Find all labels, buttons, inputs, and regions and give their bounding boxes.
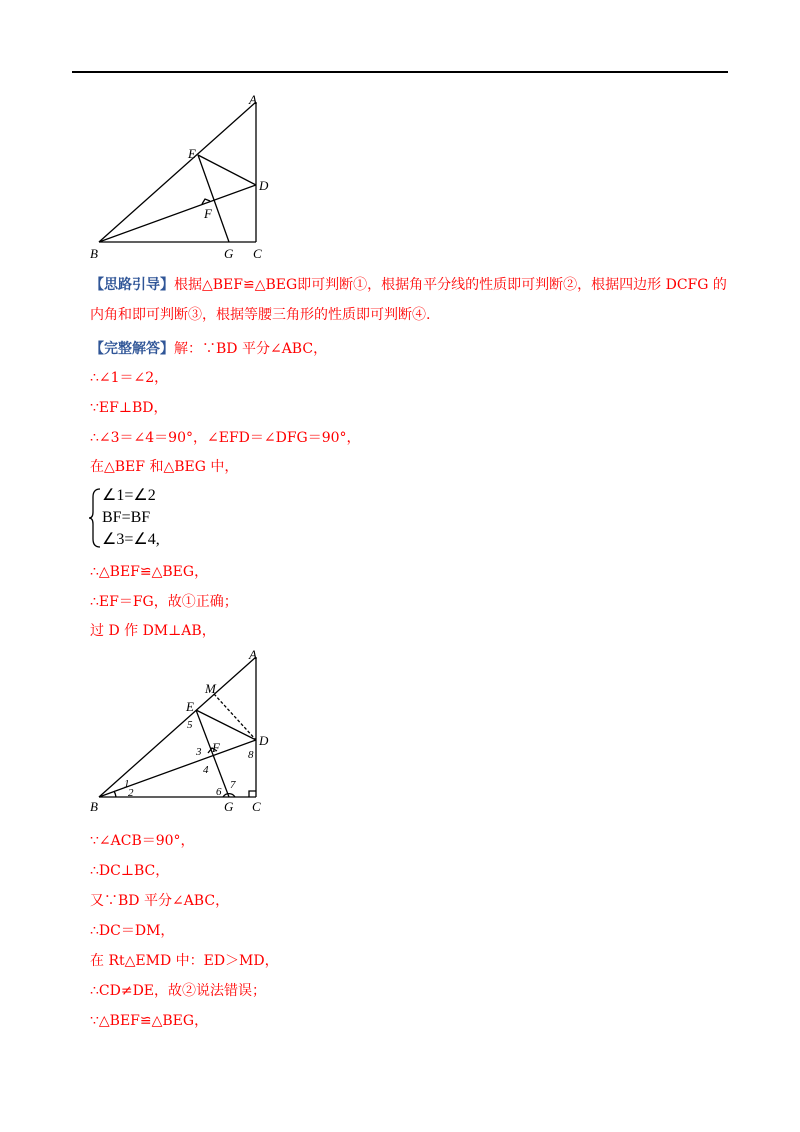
answer-line-2: ∵EF⊥BD， xyxy=(90,400,168,416)
figure-1 xyxy=(86,92,276,262)
angle-label-6: 6 xyxy=(216,786,222,798)
label-b: B xyxy=(90,246,98,261)
label-a: A xyxy=(249,647,257,662)
label-f: F xyxy=(212,740,220,755)
angle-arc-b xyxy=(114,791,116,797)
proof-line-5: 在 Rt△EMD 中：ED＞MD， xyxy=(90,953,279,969)
proof-line-4: ∴DC＝DM， xyxy=(90,923,175,939)
label-e: E xyxy=(188,146,196,161)
proof-line-6: ∴CD≠DE，故②说法错误； xyxy=(90,983,267,999)
label-c: C xyxy=(253,246,262,261)
proof-line-2: ∴DC⊥BC， xyxy=(90,863,170,879)
angle-label-7: 7 xyxy=(230,779,236,791)
segment-bd xyxy=(99,185,256,242)
label-f: F xyxy=(204,206,212,221)
label-g: G xyxy=(224,246,234,261)
system-brace xyxy=(88,487,102,549)
label-g: G xyxy=(224,799,234,814)
proof-line-7: ∵△BEF≌△BEG， xyxy=(90,1013,209,1029)
segment-ba xyxy=(99,102,256,242)
answer-intro-line xyxy=(90,339,327,359)
hint-line-1 xyxy=(90,270,740,300)
label-e: E xyxy=(186,699,194,714)
angle-label-4: 4 xyxy=(203,764,209,776)
answer-intro: 解：∵BD 平分∠ABC， xyxy=(174,341,328,357)
segment-dm-dashed xyxy=(214,694,256,740)
hint-line-2: 内角和即可判断③，根据等腰三角形的性质即可判断④. xyxy=(90,307,431,323)
label-a: A xyxy=(249,92,257,107)
right-angle-mark-c xyxy=(249,791,256,797)
proof-line-1: ∵∠ACB＝90°， xyxy=(90,833,195,849)
label-m: M xyxy=(205,681,216,696)
label-b: B xyxy=(90,799,98,814)
system-row-2: BF=BF xyxy=(102,509,151,526)
label-c: C xyxy=(252,799,261,814)
answer-line-4: 在△BEF 和△BEG 中， xyxy=(90,459,239,475)
hint-paragraph xyxy=(90,270,740,330)
hint-text-1: 根据△BEF≌△BEG即可判断①，根据角平分线的性质即可判断②，根据四边形 DCFG 的 xyxy=(174,277,727,293)
after-system-line-2: ∴EF＝FG，故①正确； xyxy=(90,594,238,610)
label-d: D xyxy=(259,178,269,193)
system-row-1: ∠1=∠2 xyxy=(102,487,156,504)
angle-label-3: 3 xyxy=(196,746,202,758)
proof-line-3: 又∵BD 平分∠ABC， xyxy=(90,893,230,909)
answer-tag: 【完整解答】 xyxy=(90,341,174,357)
header-rule xyxy=(72,71,728,73)
angle-label-8: 8 xyxy=(248,749,254,761)
answer-line-3: ∴∠3＝∠4＝90°，∠EFD＝∠DFG＝90°， xyxy=(90,430,361,446)
angle-label-5: 5 xyxy=(187,719,193,731)
segment-ba xyxy=(99,657,256,797)
hint-tag: 【思路引导】 xyxy=(90,277,174,293)
system-row-3: ∠3=∠4, xyxy=(102,531,160,548)
after-system-line-3: 过 D 作 DM⊥AB， xyxy=(90,623,216,639)
answer-line-1: ∴∠1＝∠2， xyxy=(90,370,169,386)
angle-label-2: 2 xyxy=(128,787,134,799)
figure-2 xyxy=(86,645,276,815)
label-d: D xyxy=(259,733,269,748)
angle-label-1: 1 xyxy=(124,778,130,790)
after-system-line-1: ∴△BEF≌△BEG， xyxy=(90,564,209,580)
